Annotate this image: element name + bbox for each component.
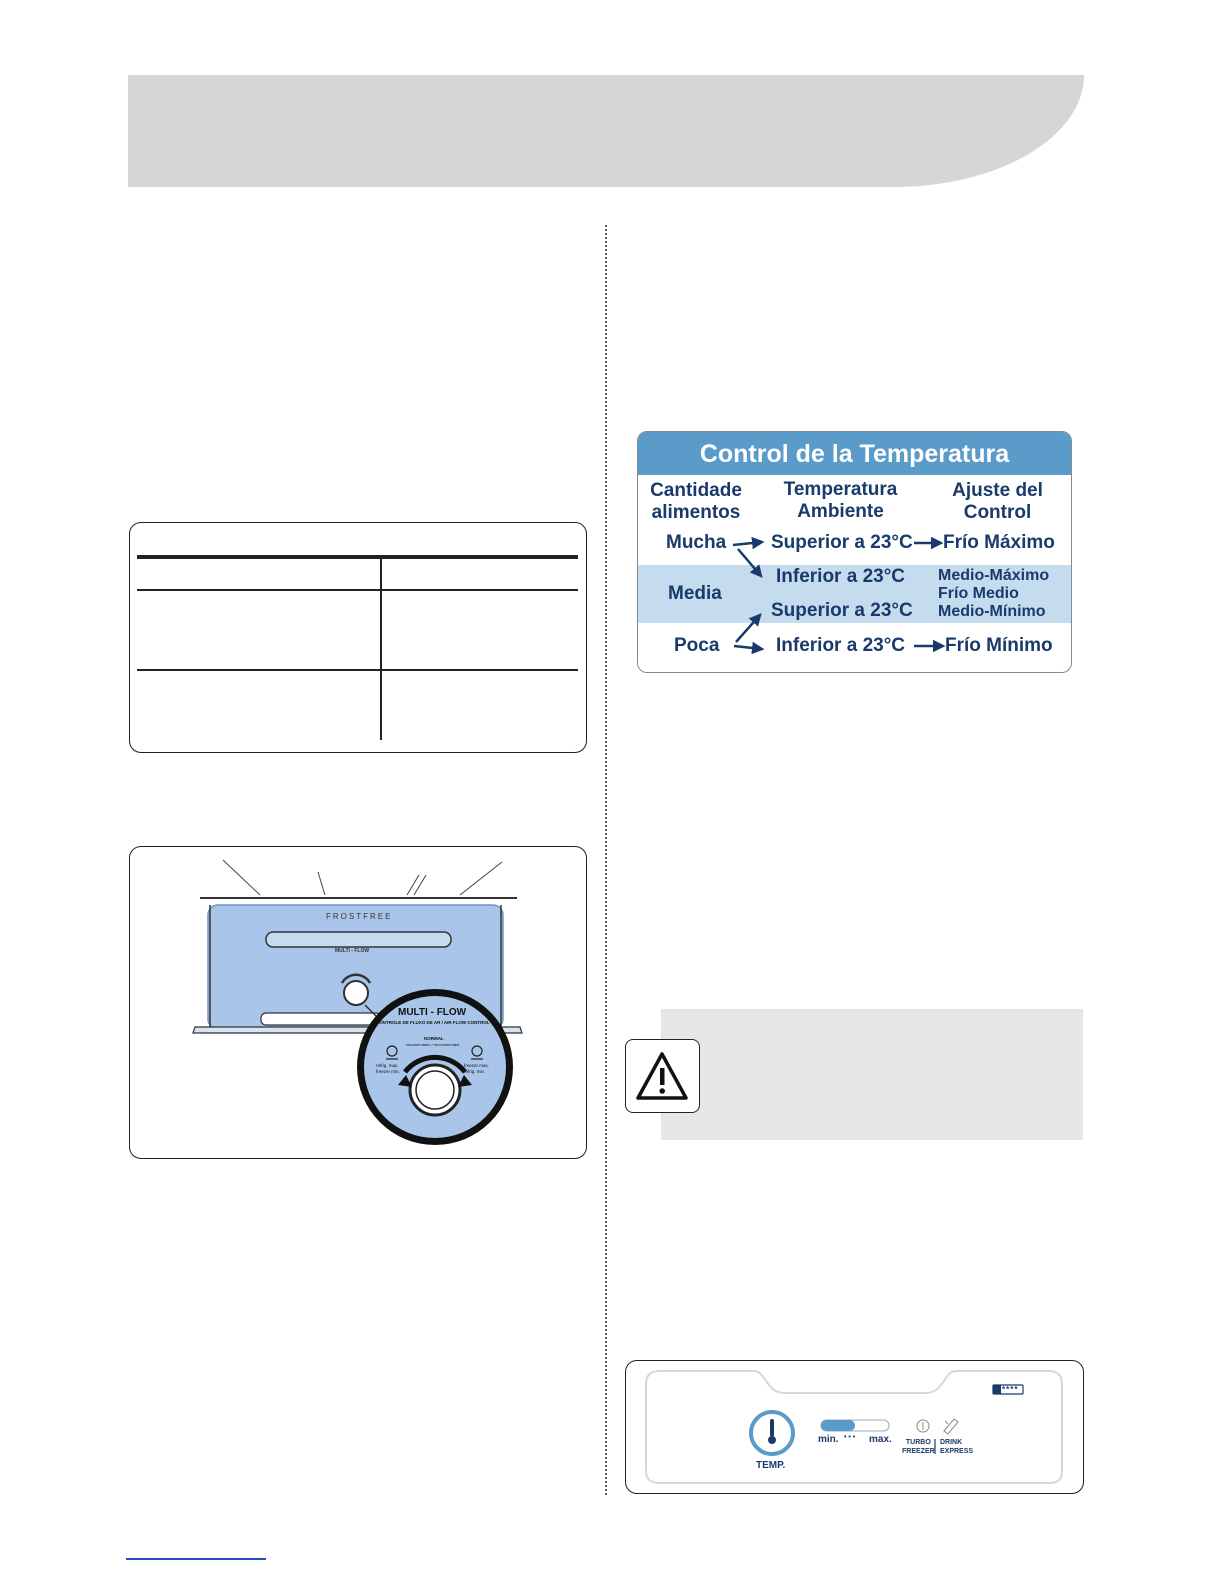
multiflow-small-label: MULTI - FLOW (335, 948, 370, 954)
settings-table (129, 522, 587, 753)
right-setting-label (464, 1063, 489, 1075)
fridge-illustration (129, 846, 587, 1159)
flow-arrows (638, 432, 1071, 672)
warning-box (661, 1009, 1083, 1140)
table-column-rule (380, 559, 382, 740)
food-media: Media (668, 583, 722, 604)
left-setting-line: freezer min. (376, 1069, 400, 1074)
ambient-media-high: Superior a 23°C (771, 600, 913, 621)
header-band (128, 75, 1084, 187)
ambient-media-low: Inferior a 23°C (776, 566, 906, 587)
right-setting-line: freezer max. (464, 1063, 490, 1068)
panel-outline (626, 1361, 1083, 1493)
max-label: max. (869, 1434, 892, 1445)
header-food-line: Cantidade (650, 480, 742, 501)
header-setting-line: Ajuste del (952, 480, 1043, 501)
multiflow-subtitle: CONTROLE DE FLUXO DE AR / AIR FLOW CONTROL (376, 1020, 490, 1025)
temperature-card-title: Control de la Temperatura (638, 432, 1071, 475)
temp-label: TEMP. (756, 1460, 786, 1471)
food-poca: Poca (674, 635, 720, 656)
drink-line: EXPRESS (940, 1448, 974, 1455)
table-header-rule (137, 555, 578, 559)
thermometer-icon (751, 1412, 793, 1454)
setting-media-line: Medio-Máximo (938, 567, 1050, 584)
temperature-control-card (637, 431, 1072, 673)
left-setting-label (376, 1063, 400, 1075)
table-rule (137, 669, 578, 671)
brand-label: FROSTFREE (326, 912, 393, 921)
turbo-line: FREEZER (902, 1448, 935, 1455)
normal-label: NORMAL (424, 1036, 444, 1041)
header-setting-line: Control (963, 501, 1032, 523)
turbo-freezer-label (902, 1438, 935, 1456)
multiflow-label: MULTI - FLOW (398, 1007, 467, 1018)
setting-media-line: Frío Medio (938, 585, 1019, 602)
drink-line: DRINK (940, 1439, 963, 1446)
left-setting-line: refrig. max. (376, 1063, 399, 1068)
fridge-drawing (130, 847, 586, 1158)
right-setting-line: refrig. min. (464, 1069, 486, 1074)
footer-rule (126, 1558, 266, 1560)
control-panel-illustration (625, 1360, 1084, 1494)
table-rule (137, 589, 578, 591)
ambient-mucha: Superior a 23°C (771, 532, 913, 553)
header-food-line: alimentos (651, 501, 741, 523)
star-rating-badge: **** (1002, 1385, 1019, 1394)
turbo-line: TURBO (905, 1439, 931, 1446)
warning-icon (625, 1039, 700, 1113)
ambient-poca: Inferior a 23°C (776, 635, 906, 656)
column-divider (605, 225, 607, 1495)
setting-media-line: Medio-Mínimo (938, 603, 1046, 620)
header-ambient-line: Temperatura (783, 479, 898, 500)
drink-express-label (940, 1438, 973, 1456)
level-dots: • • • (844, 1434, 856, 1441)
normal-sublabel: recomendado / recommended (406, 1042, 460, 1047)
food-mucha: Mucha (666, 532, 727, 553)
setting-mucha: Frío Máximo (943, 532, 1055, 553)
min-label: min. (818, 1434, 839, 1445)
setting-poca: Frío Mínimo (945, 635, 1053, 656)
header-ambient-line: Ambiente (797, 500, 884, 522)
